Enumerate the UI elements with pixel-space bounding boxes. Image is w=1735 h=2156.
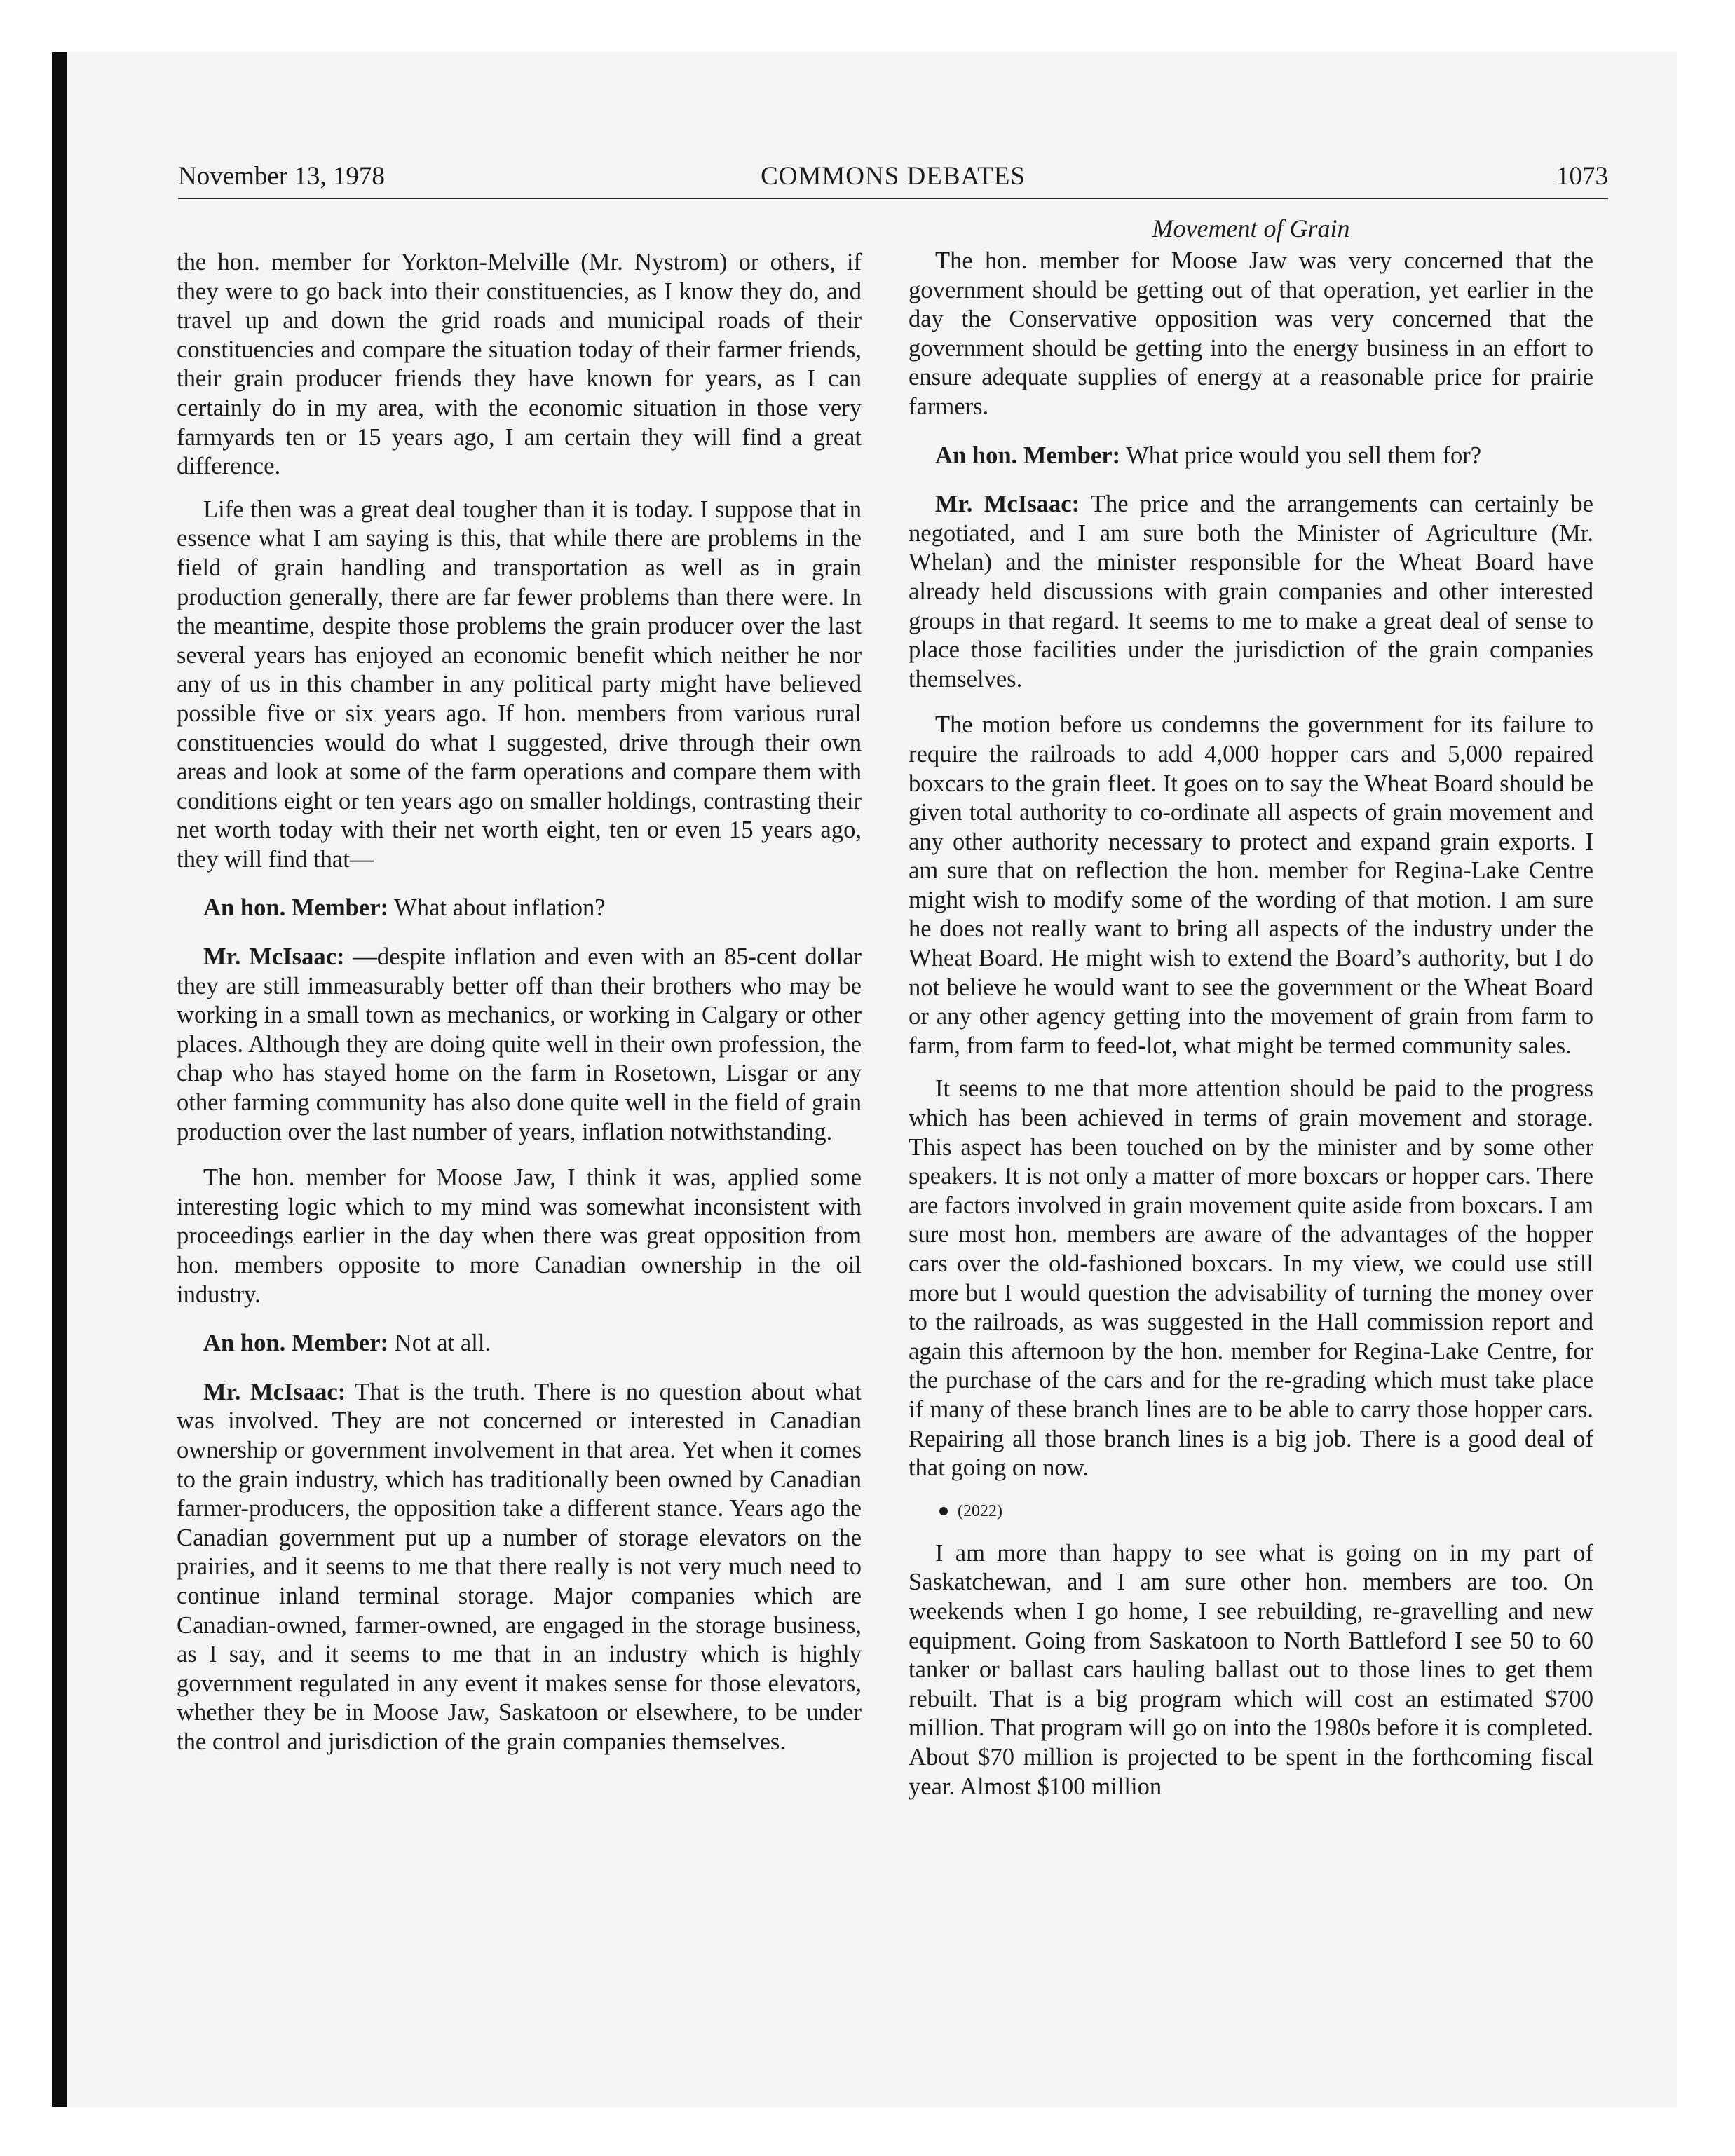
paragraph: I am more than happy to see what is going on in my part of Saskatchewan, and I am sure other hon. members are too. On weekends when I go home, I see rebuilding, re-gravelling and new equipment. Going from Saskatoon to North Battleford I see 50 to 60 tanker or ballast cars hauling ballast out to those lines to get them rebuilt. That is a big program which will cost an estimated $700 million. That program will go on into the 1980s before it is completed. About $70 million is projected to be spent in the forthcoming fiscal year. Almost $100 million [909, 1539, 1594, 1800]
paragraph: Life then was a great deal tougher than it is today. I suppose that in essence what I am saying is this, that while there are problems in the field of grain handling and transportation as well as in grain production generally, there are far fewer problems than there were. In the meantime, despite those problems the grain producer over the last several years has enjoyed an economic benefit which neither he nor any of us in this chamber in any political party might have believed possible five or six years ago. If hon. members from various rural constituencies would do what I suggested, drive through their own areas and look at some of the farm operations and compare them with conditions eight or ten years ago on smaller holdings, contrasting their net worth today with their net worth eight, ten or even 15 years ago, they will find that— [177, 496, 862, 873]
speaker-name: Mr. McIsaac: [203, 943, 345, 971]
paragraph: the hon. member for Yorkton-Melville (Mr. Nystrom) or others, if they were to go back into their constituencies, as I know they do, and travel up and down the grid roads and municipal roads of their constituencies and compare the situation today of their farmer friends, their grain producer friends they have known for years, as I can certainly do in my area, with the economic situation in those very farmyards ten or 15 years ago, I am certain they will find a great difference. [177, 249, 862, 480]
speech-text: Not at all. [388, 1330, 491, 1357]
speech-paragraph [909, 442, 1593, 471]
time-marker [909, 1497, 1593, 1525]
time-marker-text: (2022) [958, 1501, 1002, 1520]
header-title: COMMONS DEBATES [761, 162, 1026, 191]
speaker-name: An hon. Member: [203, 1330, 389, 1357]
page-number: 1073 [1556, 162, 1608, 191]
paragraph: The hon. member for Moose Jaw was very concerned that the government should be getting out of that operation, yet earlier in the day the Conservative opposition was very concerned that the government should be getting into the energy business in an effort to ensure adequate supplies of energy at a reasonable price for prairie farmers. [909, 247, 1593, 420]
paragraph: The hon. member for Moose Jaw, I think it was, applied some interesting logic which to my mind was somewhat inconsistent with proceedings earlier in the day when there was great opposition from hon. members opposite to more Canadian ownership in the oil industry. [177, 1164, 862, 1308]
speech-paragraph [177, 1378, 862, 1757]
running-head [178, 156, 1608, 199]
paragraph: The motion before us condemns the government for its failure to require the railroads to add 4,000 hopper cars and 5,000 repaired boxcars to the grain fleet. It goes on to say the Wheat Board should be given total authority to co-ordinate all aspects of grain movement and any other authority necessary to protect and expand grain exports. I am sure that on reflection the hon. member for Regina-Lake Centre might wish to modify some of the wording of that motion. I am sure he does not really want to bring all aspects of the industry under the Wheat Board. He might wish to extend the Board’s authority, but I do not believe he would want to see the government or the Wheat Board or any other agency getting into the movement of grain from farm to farm, from farm to feed-lot, what might be termed community sales. [909, 711, 1593, 1059]
speech-paragraph [909, 490, 1593, 694]
speaker-name: Mr. McIsaac: [203, 1378, 346, 1405]
speech-paragraph [177, 943, 862, 1147]
bullet-icon [939, 1507, 948, 1515]
scan-edge-shadow [52, 52, 67, 2107]
header-date: November 13, 1978 [178, 162, 385, 191]
speech-text: The price and the arrangements can certainly be negotiated, and I am sure both the Minister of Agriculture (Mr. Whelan) and the minister responsible for the Wheat Board have already held discussions with grain companies and other interested groups in that regard. It seems to me to make a great deal of sense to place those facilities under the jurisdiction of the grain companies themselves. [909, 491, 1593, 692]
speaker-name: An hon. Member: [203, 894, 389, 922]
speech-text: What price would you sell them for? [1120, 442, 1482, 469]
speech-text: That is the truth. There is no question about what was involved. They are not concerned or interested in Canadian ownership or government involvement in that area. Yet when it comes to the grain industry, which has traditionally been owned by Canadian farmer-producers, the opposition take a different stance. Years ago the Canadian government put up a number of storage elevators on the prairies, and it seems to me that there really is not very much need to continue inland terminal storage. Major companies which are Canadian-owned, farmer-owned, are engaged in the storage business, as I say, and it seems to me that in an industry which is highly government regulated in any event it makes sense for those elevators, whether they be in Moose Jaw, Saskatoon or elsewhere, to be under the control and jurisdiction of the grain companies themselves. [177, 1378, 862, 1755]
right-column [909, 213, 1593, 1815]
speech-paragraph [177, 1329, 862, 1358]
section-heading: Movement of Grain [1152, 214, 1350, 243]
speaker-name: An hon. Member: [935, 442, 1121, 469]
paragraph: It seems to me that more attention should be paid to the progress which has been achieved in terms of grain movement and storage. This aspect has been touched on by the minister and by some other speakers. It is not only a matter of more boxcars or hopper cars. There are factors involved in grain movement quite aside from boxcars. I am sure most hon. members are aware of the advantages of the hopper cars over the old-fashioned boxcars. In my view, we could use still more but I would question the advisability of turning the money over to the railroads, as was suggested in the Hall commission report and again this afternoon by the hon. member for Regina-Lake Centre, for the purchase of the cars and for the re-grading which must take place if many of these branch lines are to be able to carry those hopper cars. Repairing all those branch lines is a big job. There is a good deal of that going on now. [909, 1075, 1593, 1482]
speech-paragraph [177, 894, 862, 923]
speech-text: —despite inflation and even with an 85-cent dollar they are still immeasurably better off than their brothers who may be working in a small town as mechanics, or working in Calgary or other places. Although they are doing quite well in their own profession, the chap who has stayed home on the farm in Rosetown, Lisgar or any other farming community has also done quite well in the field of grain production over the last number of years, inflation notwithstanding. [177, 943, 862, 1145]
speech-text: What about inflation? [388, 894, 606, 922]
left-column [177, 213, 862, 1774]
speaker-name: Mr. McIsaac: [935, 491, 1080, 518]
